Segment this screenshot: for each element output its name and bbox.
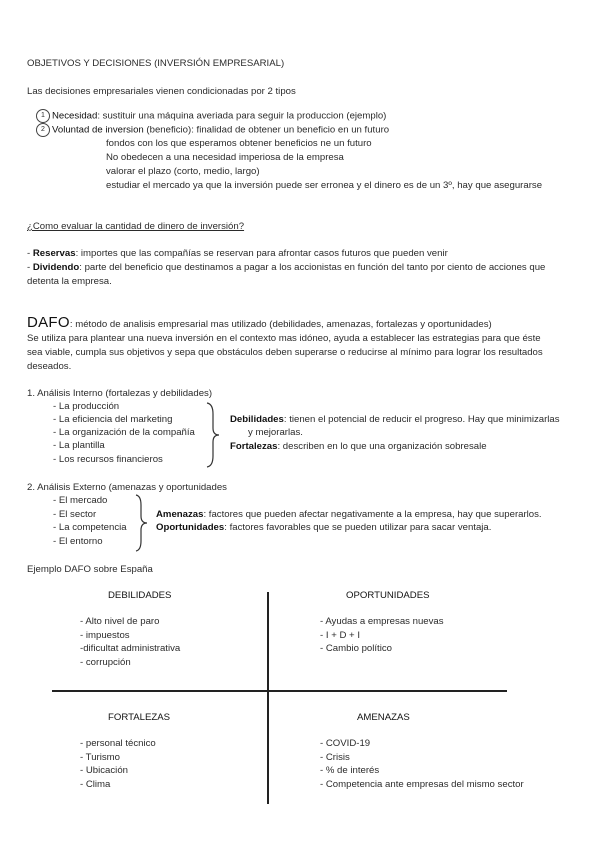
grid-horizontal-divider (52, 690, 507, 692)
debilidades-item: - impuestos (80, 629, 130, 641)
fortalezas-item: - personal técnico (80, 738, 156, 749)
dividendo-term: Dividendo (32, 262, 80, 273)
fortalezas-title: FORTALEZAS (108, 712, 171, 723)
oportunidades-item: - Cambio político (320, 643, 392, 654)
page-title: OBJETIVOS Y DECISIONES (INVERSIÓN EMPRESARIAL) (27, 58, 285, 69)
tipo-necesidad (36, 109, 386, 123)
oportunidades-def (156, 521, 491, 534)
dividendo-line: - Dividendo: parte del beneficio que destinamos a pagar a los accionistas en función del tanto por ciento de acciones que (27, 262, 546, 273)
ejemplo-heading: Ejemplo DAFO sobre España (27, 564, 153, 575)
tipo-voluntad (36, 123, 389, 137)
amenazas-item: - Competencia ante empresas del mismo sector (320, 778, 524, 790)
amenazas-text: : factores que pueden afectar negativamente a la empresa, hay que superarlos. (203, 509, 542, 520)
fortalezas-text: : describen en lo que una organización sobresale (277, 441, 487, 452)
debilidades-def (230, 413, 560, 426)
voluntad-note-2: No obedecen a una necesidad imperiosa de la empresa (106, 152, 344, 163)
fortalezas-def (230, 440, 487, 453)
reservas-line: - Reservas: importes que las compañías se reservan para afrontar casos futuros que pueden venir (27, 248, 448, 259)
amenazas-title: AMENAZAS (357, 712, 410, 723)
debilidades-def-2: y mejorarlas. (248, 427, 303, 438)
interno-item-3: - La organización de la compañía (53, 427, 195, 438)
dafo-line-3: deseados. (27, 361, 72, 372)
number-circle-2: 2 (36, 123, 50, 137)
dafo-line-1: Se utiliza para plantear una nueva inversión en el contexto mas idóneo, ayuda a establecer las estrategias para que éste (27, 333, 541, 344)
externo-brace-icon (133, 494, 149, 552)
necesidad-text: : sustituir una máquina averiada para seguir la produccion (ejemplo) (97, 110, 387, 122)
dafo-term: DAFO (27, 314, 70, 331)
debilidades-list (80, 615, 180, 669)
evaluar-heading: ¿Como evaluar la cantidad de dinero de inversión? (27, 221, 245, 232)
externo-item-2: - El sector (53, 509, 97, 520)
dividendo-line-2: detenta la empresa. (27, 276, 112, 287)
fortalezas-item: - Turismo (80, 751, 120, 763)
number-circle-1: 1 (36, 109, 50, 123)
voluntad-note-4: estudiar el mercado ya que la inversión puede ser erronea y el dinero es de un 3º, hay que asegurarse (106, 180, 543, 191)
debilidades-title: DEBILIDADES (108, 590, 172, 601)
amenazas-item: - COVID-19 (320, 738, 371, 749)
reservas-text: : importes que las compañías se reservan para afrontar casos futuros que pueden venir (75, 248, 448, 259)
dividendo-text: : parte del beneficio que destinamos a pagar a los accionistas en función del tanto por ciento de acciones que (79, 262, 546, 273)
debilidades-item: - corrupción (80, 656, 131, 668)
voluntad-text: (beneficio): finalidad de obtener un beneficio en un futuro (143, 124, 390, 136)
amenazas-def (156, 508, 542, 521)
amenazas-item: - % de interés (320, 765, 380, 776)
dafo-def: : método de analisis empresarial mas utilizado (debilidades, amenazas, fortalezas y oportunidades) (69, 319, 492, 330)
grid-vertical-divider (267, 592, 269, 804)
voluntad-term: Voluntad de inversion (52, 124, 144, 136)
debilidades-item: - Alto nivel de paro (80, 616, 160, 627)
debilidades-item: -dificultat administrativa (80, 643, 181, 654)
amenazas-list (320, 737, 524, 791)
fortalezas-term: Fortalezas (230, 441, 278, 452)
dafo-definition (27, 316, 492, 331)
voluntad-note-1: fondos con los que esperamos obtener beneficios ne un futuro (106, 138, 372, 149)
voluntad-note-3: valorar el plazo (corto, medio, largo) (106, 166, 260, 177)
oportunidades-term: Oportunidades (156, 522, 225, 533)
amenazas-item: - Crisis (320, 751, 350, 763)
debilidades-term: Debilidades (230, 414, 284, 425)
reservas-term: Reservas (32, 248, 76, 259)
interno-heading: 1. Análisis Interno (fortalezas y debilidades) (27, 388, 213, 399)
fortalezas-list (80, 737, 156, 791)
dafo-line-2: sea viable, cumpla sus objetivos y sepa que obstáculos deben superarse o reducirse al mínimo para lograr los resultados (27, 347, 543, 358)
externo-item-4: - El entorno (53, 536, 103, 547)
externo-heading: 2. Análisis Externo (amenazas y oportunidades (27, 482, 227, 493)
debilidades-text: : tienen el potencial de reducir el progreso. Hay que minimizarlas (283, 414, 560, 425)
oportunidades-item: - Ayudas a empresas nuevas (320, 616, 444, 627)
interno-item-2: - La eficiencia del marketing (53, 414, 173, 425)
fortalezas-item: - Clima (80, 778, 111, 790)
intro-text: Las decisiones empresariales vienen condicionadas por 2 tipos (27, 86, 296, 97)
interno-brace-icon (203, 402, 221, 468)
oportunidades-text: : factores favorables que se pueden utilizar para sacar ventaja. (224, 522, 492, 533)
interno-item-5: - Los recursos financieros (53, 454, 163, 465)
oportunidades-item: - I + D + I (320, 629, 360, 641)
interno-item-1: - La producción (53, 401, 120, 412)
necesidad-term: Necesidad (52, 110, 98, 122)
externo-item-3: - La competencia (53, 522, 127, 533)
externo-item-1: - El mercado (53, 495, 108, 506)
fortalezas-item: - Ubicación (80, 765, 128, 776)
amenazas-term: Amenazas (156, 509, 204, 520)
oportunidades-list (320, 615, 444, 656)
oportunidades-title: OPORTUNIDADES (346, 590, 430, 601)
interno-item-4: - La plantilla (53, 440, 105, 451)
